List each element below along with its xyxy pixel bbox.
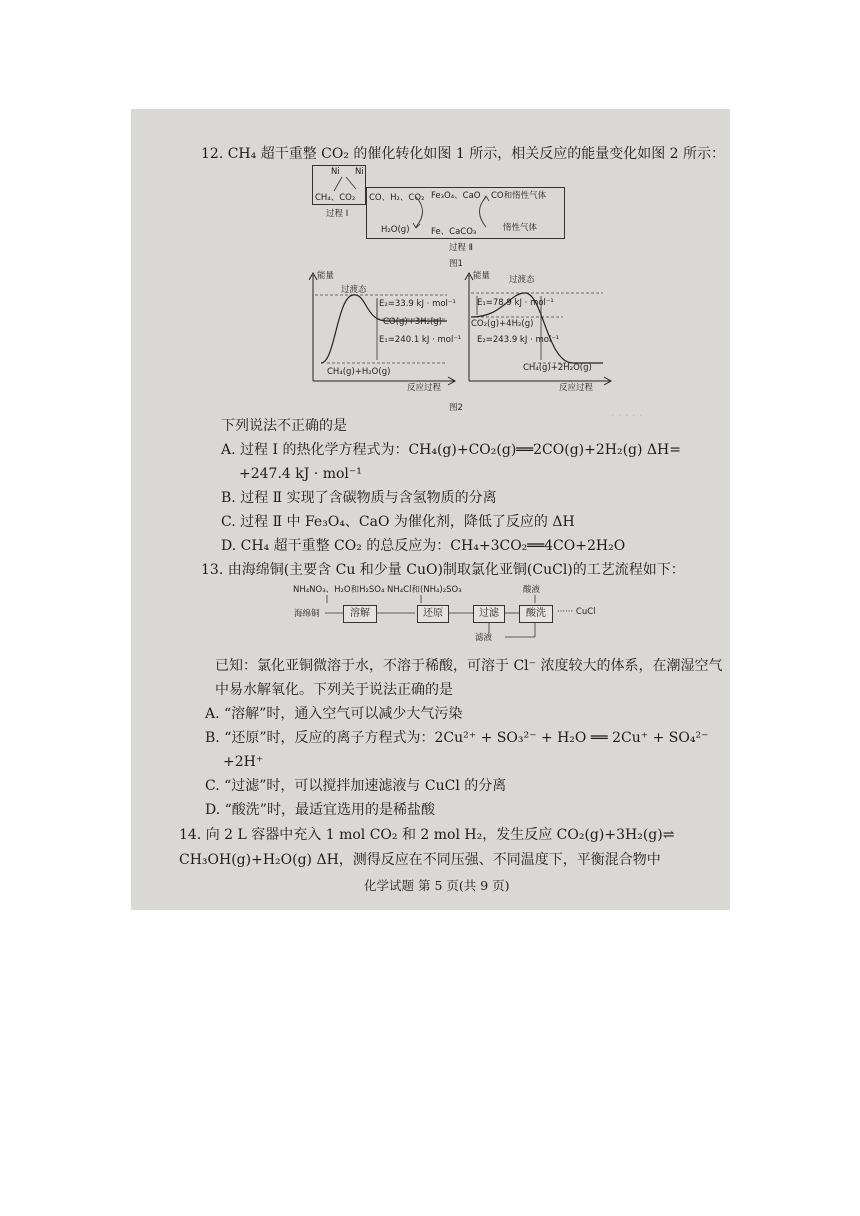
right-e2-label: E₂=243.9 kJ · mol⁻¹ <box>477 335 560 345</box>
left-x-axis-label: 反应过程 <box>407 383 442 393</box>
q13-option-a: A. “溶解”时，通入空气可以减少大气污染 <box>205 706 463 722</box>
process2-label: 过程 Ⅱ <box>449 243 473 253</box>
step-dissolve: 溶解 <box>343 605 377 623</box>
step-acid-wash: 酸洗 <box>519 605 553 623</box>
left-e1-label: E₁=240.1 kJ · mol⁻¹ <box>379 335 462 345</box>
q12-option-d: D. CH₄ 超干重整 CO₂ 的总反应为：CH₄+3CO₂══4CO+2H₂O <box>221 538 626 554</box>
right-x-axis-label: 反应过程 <box>559 383 594 393</box>
cycle-arrows <box>411 193 501 233</box>
reagent-2: NH₄Cl和(NH₄)₂SO₃ <box>387 585 462 595</box>
step-reduce: 还原 <box>417 605 449 623</box>
reagent-3: 酸液 <box>523 585 541 595</box>
co-h2-co2-label: CO、H₂、CO₂ <box>369 193 425 203</box>
process1-label: 过程 Ⅰ <box>326 209 349 219</box>
q14-line-1: 14. 向 2 L 容器中充入 1 mol CO₂ 和 2 mol H₂，发生反应 CO₂(g)+3H₂(g)⇌ <box>179 827 675 843</box>
fe-caco3-label: Fe、CaCO₃ <box>431 227 477 237</box>
q13-option-b: B. “还原”时，反应的离子方程式为：2Cu²⁺ + SO₃²⁻ + H₂O ══ 2Cu⁺ + SO₄²⁻ <box>205 730 709 746</box>
ni-label: Ni <box>355 167 364 177</box>
flow-start: 海绵铜 <box>294 609 320 619</box>
q12-stem: 12. CH₄ 超干重整 CO₂ 的催化转化如图 1 所示，相关反应的能量变化如图 2 所示： <box>201 146 726 162</box>
q12-option-a-cont: +247.4 kJ · mol⁻¹ <box>239 466 362 482</box>
transition-state-label: 过渡态 <box>341 285 367 295</box>
bleed-through: · · · · · <box>611 409 643 422</box>
q12-question: 下列说法不正确的是 <box>221 418 347 434</box>
left-product-label: CO(g)+3H₂(g) <box>383 317 443 327</box>
page-footer: 化学试题 第 5 页(共 9 页) <box>364 878 510 893</box>
q14-line-2: CH₃OH(g)+H₂O(g) ΔH，测得反应在不同压强、不同温度下，平衡混合物中 <box>179 852 661 868</box>
q13-option-b-cont: +2H⁺ <box>223 754 264 770</box>
flow-end: ······ CuCl <box>557 607 596 617</box>
q13-known-1: 已知：氯化亚铜微溶于水，不溶于稀酸，可溶于 Cl⁻ 浓度较大的体系，在潮湿空气 <box>215 658 723 674</box>
right-reactant-label: CO₂(g)+4H₂(g) <box>471 319 534 329</box>
q12-option-a: A. 过程 Ⅰ 的热化学方程式为：CH₄(g)+CO₂(g)══2CO(g)+2H₂(g) ΔH= <box>221 442 681 458</box>
q13-option-d: D. “酸洗”时，最适宜选用的是稀盐酸 <box>205 802 435 818</box>
exam-photo <box>131 109 730 910</box>
right-product-label: CH₄(g)+2H₂O(g) <box>523 363 592 373</box>
q13-known-2: 中易水解氧化。下列关于说法正确的是 <box>215 682 453 698</box>
figure2-caption: 图2 <box>449 403 463 413</box>
filtrate-label: 滤液 <box>475 633 493 643</box>
energy-axis-label: 能量 <box>317 271 335 281</box>
figure1-caption: 图1 <box>449 259 463 269</box>
transition-state-label: 过渡态 <box>509 275 535 285</box>
inert-gas-label: 惰性气体 <box>503 223 538 233</box>
q12-option-b: B. 过程 Ⅱ 实现了含碳物质与含氢物质的分离 <box>221 490 497 506</box>
left-reactant-label: CH₄(g)+H₂O(g) <box>327 367 391 377</box>
q13-stem: 13. 由海绵铜(主要含 Cu 和少量 CuO)制取氯化亚铜(CuCl)的工艺流程如下： <box>201 562 685 578</box>
ch4-co2-label: CH₄、CO₂ <box>315 193 356 203</box>
reagent-1: NH₄NO₃、H₂O和H₂SO₄ <box>293 585 385 595</box>
q12-option-c: C. 过程 Ⅱ 中 Fe₃O₄、CaO 为催化剂，降低了反应的 ΔH <box>221 514 575 530</box>
co-inert-label: CO和惰性气体 <box>491 191 547 201</box>
left-e2-label: E₂=33.9 kJ · mol⁻¹ <box>379 299 456 309</box>
energy-axis-label: 能量 <box>473 271 491 281</box>
ni-label: Ni <box>331 167 340 177</box>
right-e1-label: E₁=78.9 kJ · mol⁻¹ <box>477 298 554 308</box>
h2o-label: H₂O(g) <box>381 225 410 235</box>
flow-arrows <box>291 593 591 653</box>
q13-option-c: C. “过滤”时，可以搅拌加速滤液与 CuCl 的分离 <box>205 778 507 794</box>
step-filter: 过滤 <box>473 605 505 623</box>
fe3o4-cao-label: Fe₃O₄、CaO <box>431 191 481 201</box>
